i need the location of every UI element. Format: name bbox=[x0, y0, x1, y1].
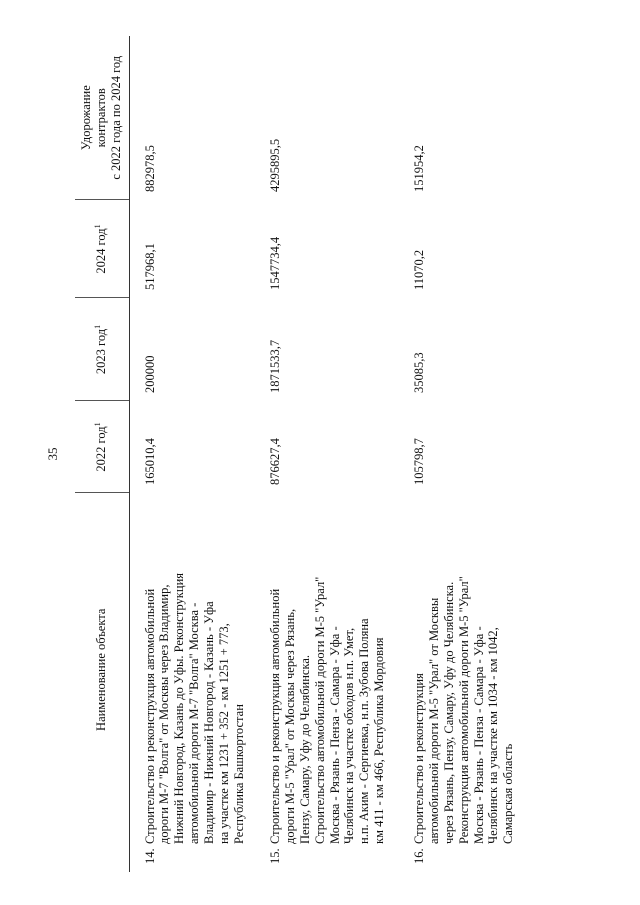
header-name: Наименование объекта bbox=[75, 493, 129, 846]
table-row bbox=[399, 36, 530, 872]
rotated-table-container bbox=[75, 36, 530, 872]
row-number: 14. bbox=[142, 848, 157, 864]
header-number bbox=[75, 846, 129, 872]
value-total: 151954,2 bbox=[412, 145, 426, 192]
table-row bbox=[255, 36, 399, 872]
header-2022: 2022 год$^1$ bbox=[75, 401, 129, 493]
table-header-row bbox=[75, 36, 129, 872]
value-2024: 11070,2 bbox=[412, 249, 426, 290]
table-row bbox=[129, 36, 255, 872]
value-2023: 200000 bbox=[142, 355, 157, 393]
header-2024: 2024 год$^1$ bbox=[75, 200, 129, 298]
value-2022: 105798,7 bbox=[412, 438, 426, 485]
value-2022: 165010,4 bbox=[142, 438, 157, 485]
value-2023: 1871533,7 bbox=[268, 339, 282, 393]
value-2023: 35085,3 bbox=[412, 352, 426, 393]
object-name: Строительство и реконструкция автомобильной дороги М-5 "Урал" от Москвы через Рязань, Пензу, Самару, Уфу до Челябинска. Строительство автомобильной дороги М-5 "Урал" Москва - Рязань - Пенза - Самара - Уфа - Челябинск на участке обходов н.п. Умет, н.п. Аким - Сергиевка, н.п. Зубова Поляна км 411 - км 466, Республика Мордовия bbox=[268, 576, 387, 844]
object-name: Строительство и реконструкция автомобильной дороги М-5 "Урал" от Москвы через Рязань, Пензу, Самару, Уфу до Челябинска. Реконструкция автомобильной дороги М-5 "Урал" Москва - Рязань - Пенза - Самара - Уфа - Челябинск на участке км 1034 - км 1042, Самарская область bbox=[412, 576, 516, 844]
contracts-table bbox=[75, 36, 530, 872]
page-number: 35 bbox=[45, 447, 60, 461]
header-2023: 2023 год$^1$ bbox=[75, 298, 129, 401]
value-total: 4295895,5 bbox=[268, 138, 282, 192]
value-2024: 1547734,4 bbox=[268, 236, 282, 290]
header-total-increase: Удорожание контрактов с 2022 года по 2024 год bbox=[75, 36, 129, 200]
value-total: 882978,5 bbox=[142, 145, 157, 192]
object-name: Строительство и реконструкция автомобильной дороги М-7 "Волга" от Москвы через Владимир, Нижний Новгород, Казань до Уфы. Реконструкция автомобильной дороги М-7 "Волга" Москва - Владимир - Нижний Новгород - Казань - Уфа на участке км 1231 + 352 - км 1251 + 773, Республика Башкортостан bbox=[142, 572, 246, 844]
row-number: 15. bbox=[268, 848, 282, 864]
value-2024: 517968,1 bbox=[142, 243, 157, 290]
row-number: 16. bbox=[412, 848, 426, 864]
value-2022: 876627,4 bbox=[268, 438, 282, 485]
